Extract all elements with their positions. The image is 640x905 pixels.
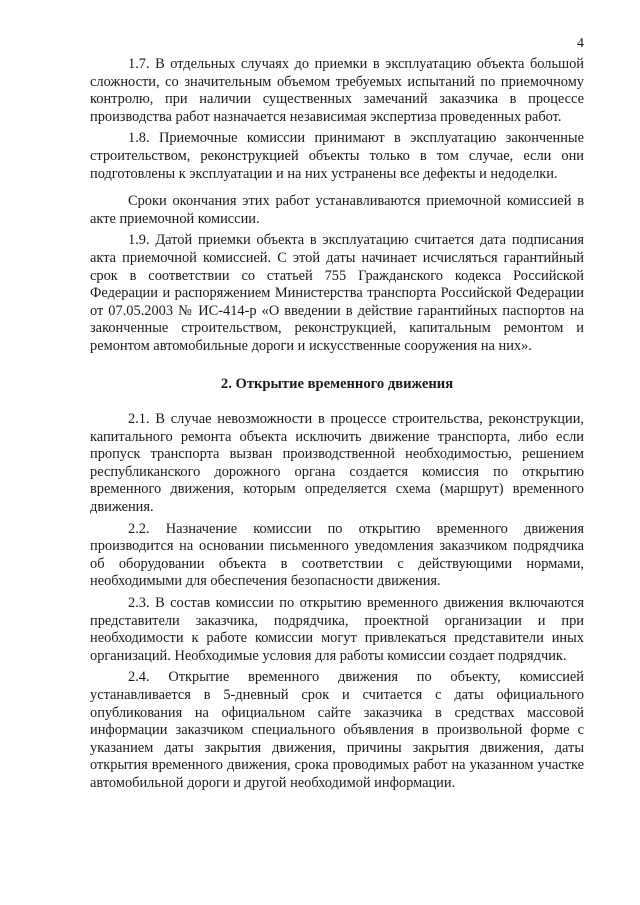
paragraph-2-1: 2.1. В случае невозможности в процессе строительства, реконструкции, капитального ремонта объекта исключить движение транспорта, либо если пропуск транспорта вызван производственной необходимостью, решением республиканского дорожного органа создается комиссия по открытию временного движения, которым определяется схема (маршрут) временного движения. <box>90 411 584 516</box>
page-number: 4 <box>577 36 584 51</box>
paragraph-2-3: 2.3. В состав комиссии по открытию временного движения включаются представители заказчика, подрядчика, проектной организации и при необходимости к работе комиссии могут привлекаться представители иных организаций. Необходимые условия для работы комиссии создает подрядчик. <box>90 595 584 664</box>
paragraph-1-7: 1.7. В отдельных случаях до приемки в эксплуатацию объекта большой сложности, со значительным объемом требуемых испытаний по приемочному контролю, при наличии существенных замечаний заказчика в процессе производства работ назначается независимая экспертиза проведенных работ. <box>90 56 584 125</box>
paragraph-2-4: 2.4. Открытие временного движения по объекту, комиссией устанавливается в 5-дневный срок и считается с даты официального опубликования на официальном сайте заказчика в средствах массовой информации заказчиком специального объявления в произвольной форме с указанием даты закрытия движения, причины закрытия движения, даты открытия временного движения, срока проводимых работ на указанном участке автомобильной дороги и другой необходимой информации. <box>90 669 584 791</box>
document-body <box>90 56 584 797</box>
paragraph-2-2: 2.2. Назначение комиссии по открытию временного движения производится на основании письменного уведомления заказчиком подрядчика об оборудовании объекта в соответствии с действующими нормами, необходимыми для обеспечения безопасности движения. <box>90 520 584 590</box>
paragraph-1-9: 1.9. Датой приемки объекта в эксплуатацию считается дата подписания акта приемочной комиссией. С этой даты начинает исчисляться гарантийный срок в соответствии со статьей 755 Гражданского кодекса Российской Федерации и распоряжением Министерства транспорта Российской Федерации от 07.05.2003 № ИС-414-р «О введении в действие гарантийных паспортов на законченные строительством, реконструкцией, капитальным ремонтом и ремонтом автомобильные дороги и искусственные сооружения на них». <box>90 232 584 354</box>
paragraph-1-8: 1.8. Приемочные комиссии принимают в эксплуатацию законченные строительством, реконструкцией объекты только в том случае, если они подготовлены к эксплуатации и на них устранены все дефекты и недоделки. <box>90 130 584 182</box>
paragraph-deadlines: Сроки окончания этих работ устанавливаются приемочной комиссией в акте приемочной комиссии. <box>90 193 584 227</box>
section-heading: 2. Открытие временного движения <box>220 375 454 392</box>
